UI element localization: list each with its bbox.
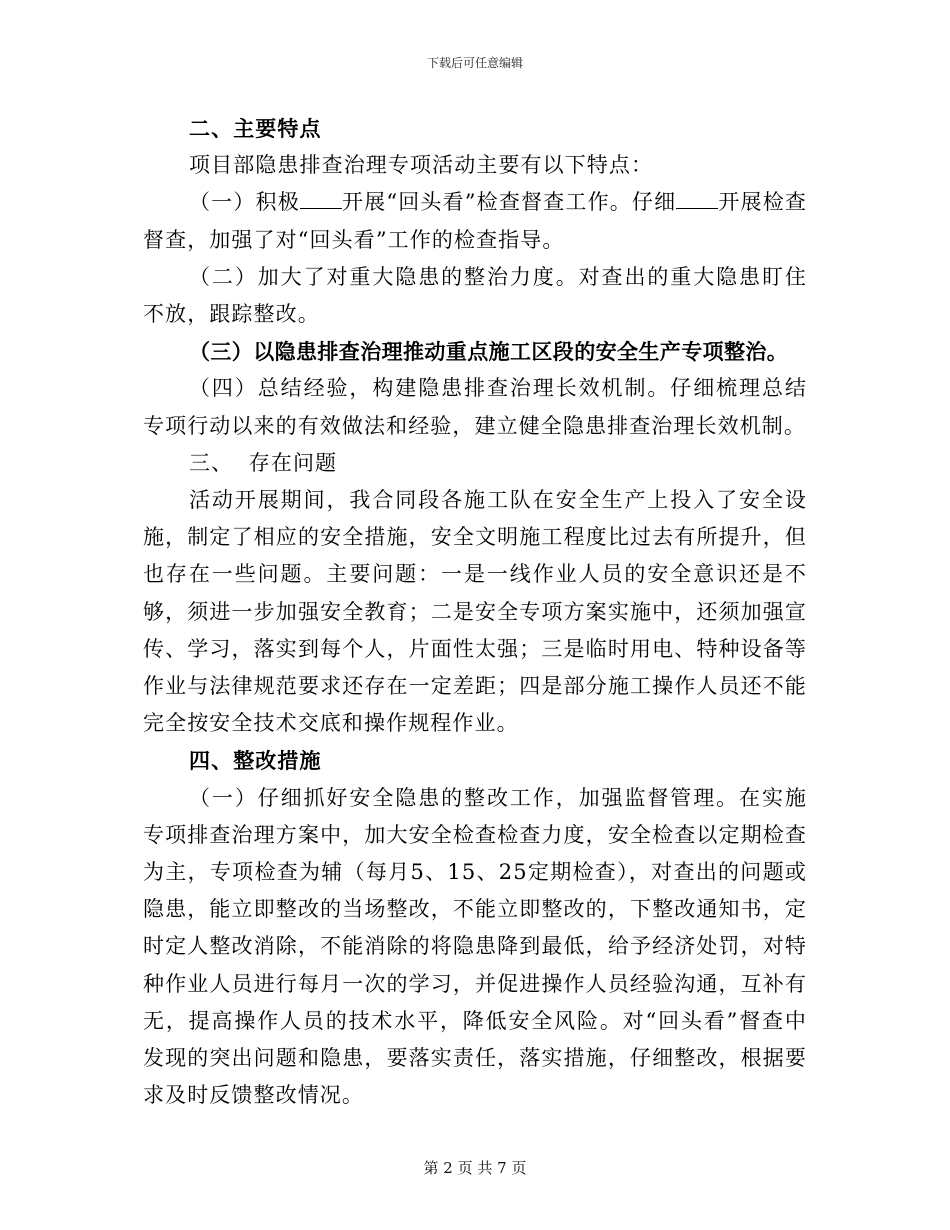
section-heading-main-features: 二、主要特点: [189, 116, 322, 141]
paragraph-features-intro: 项目部隐患排查治理专项活动主要有以下特点：: [189, 153, 654, 178]
paragraph-feature-2: （二）加大了对重大隐患的整治力度。对查出的重大隐患盯住不放，跟踪整改。: [143, 264, 807, 327]
feature-1-text-a: （一）积极: [189, 190, 300, 215]
fill-blank-1: [300, 190, 342, 209]
paragraph-problems: 活动开展期间，我合同段各施工队在安全生产上投入了安全设施，制定了相应的安全措施，安全文明施工程度比过去有所提升，但也存在一些问题。主要问题：一是一线作业人员的安全意识还是不够，须进一步加强安全教育；二是安全专项方案实施中，还须加强宣传、学习，落实到每个人，片面性太强；三是临时用电、特种设备等作业与法律规范要求还存在一定差距；四是部分施工操作人员还不能完全按安全技术交底和操作规程作业。: [143, 488, 807, 736]
feature-1-text-c: 开展检查督查，加强了对“回头看”工作的检查指导。: [143, 190, 807, 252]
paragraph-feature-3: （三）以隐患排查治理推动重点施工区段的安全生产专项整治。: [189, 339, 789, 365]
paragraph-feature-4: （四）总结经验，构建隐患排查治理长效机制。仔细梳理总结专项行动以来的有效做法和经验，建立健全隐患排查治理长效机制。: [143, 376, 807, 438]
paragraph-rectification-1: （一）仔细抓好安全隐患的整改工作，加强监督管理。在实施专项排查治理方案中，加大安全检查检查力度，安全检查以定期检查为主，专项检查为辅（每月5、15、25定期检查），对查出的问题或隐患，能立即整改的当场整改，不能立即整改的，下整改通知书，定时定人整改消除，不能消除的将隐患降到最低，给予经济处罚，对特种作业人员进行每月一次的学习，并促进操作人员经验沟通，互补有无，提高操作人员的技术水平，降低安全风险。对“回头看”督查中发现的突出问题和隐患，要落实责任，落实措施，仔细整改，根据要求及时反馈整改情况。: [143, 785, 807, 1108]
page-header: 下载后可任意编辑: [426, 56, 523, 70]
section-heading-rectification: 四、整改措施: [189, 748, 322, 774]
feature-1-text-b: 开展“回头看”检查督查工作。仔细: [341, 190, 677, 215]
fill-blank-2: [676, 190, 718, 209]
paragraph-feature-1: [143, 184, 807, 258]
section-heading-existing-problems: 三、 存在问题: [189, 450, 338, 475]
page-footer: 第 2 页 共 7 页: [423, 1159, 527, 1177]
document-body: [143, 110, 807, 1114]
